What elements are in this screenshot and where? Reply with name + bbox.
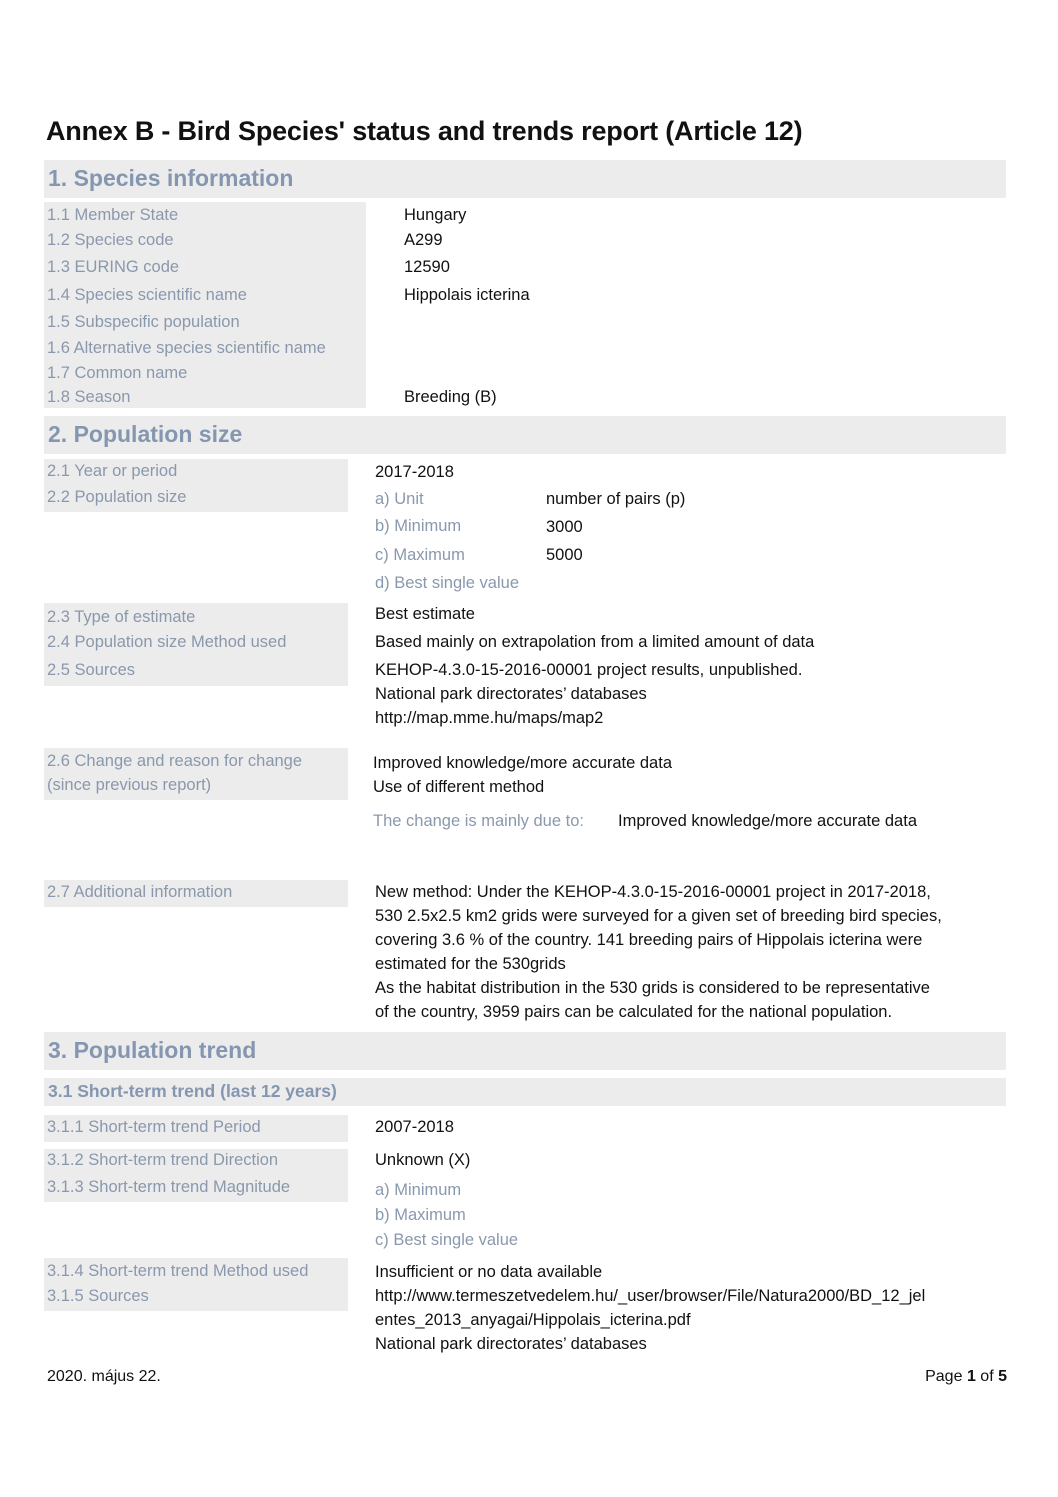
value-season: Breeding (B): [404, 388, 497, 406]
label-minimum: b) Minimum: [375, 517, 462, 535]
label-sources: 2.5 Sources: [47, 661, 136, 679]
value-source-link: http://map.mme.hu/maps/map2: [375, 709, 604, 727]
section-title: 3. Population trend: [48, 1037, 257, 1063]
value-trend-period: 2007-2018: [375, 1118, 454, 1136]
label-change-since: (since previous report): [47, 776, 212, 794]
label-maximum: c) Maximum: [375, 546, 465, 564]
label-scientific-name: 1.4 Species scientific name: [47, 286, 247, 304]
footer-page-number: [925, 1368, 1007, 1386]
section-header-population-size: [44, 416, 1006, 454]
label-additional-information: 2.7 Additional information: [47, 883, 233, 901]
label-trend-sources: 3.1.5 Sources: [47, 1287, 149, 1305]
section-header-population-trend: [44, 1032, 1006, 1070]
value-species-code: A299: [404, 231, 443, 249]
value-unit: number of pairs (p): [546, 490, 686, 508]
page-current: 1: [966, 1368, 976, 1385]
value-additional-line: of the country, 3959 pairs can be calculated for the national population.: [375, 1003, 893, 1021]
label-alternative-name: 1.6 Alternative species scientific name: [47, 339, 326, 357]
section-title: 1. Species information: [48, 165, 294, 191]
value-additional-line: covering 3.6 % of the country. 141 breeding pairs of Hippolais icterina were: [375, 931, 923, 949]
value-change-mainly-due-to: Improved knowledge/more accurate data: [618, 812, 917, 830]
label-magnitude-maximum: b) Maximum: [375, 1206, 466, 1224]
value-trend-source-link: http://www.termeszetvedelem.hu/_user/browser/File/Natura2000/BD_12_jel: [375, 1287, 926, 1305]
page-word: Page: [925, 1368, 963, 1385]
label-type-of-estimate: 2.3 Type of estimate: [47, 608, 196, 626]
label-unit: a) Unit: [375, 490, 424, 508]
value-source-line: KEHOP-4.3.0-15-2016-00001 project results, unpublished.: [375, 661, 803, 679]
label-magnitude-best: c) Best single value: [375, 1231, 519, 1249]
label-trend-magnitude: 3.1.3 Short-term trend Magnitude: [47, 1178, 291, 1196]
label-best-single-value: d) Best single value: [375, 574, 519, 592]
value-trend-source-line: National park directorates’ databases: [375, 1335, 647, 1353]
label-population-size: 2.2 Population size: [47, 488, 187, 506]
label-species-code: 1.2 Species code: [47, 231, 174, 249]
label-trend-method: 3.1.4 Short-term trend Method used: [47, 1262, 309, 1280]
value-type-of-estimate: Best estimate: [375, 605, 475, 623]
section-header-species-information: [44, 160, 1006, 198]
label-common-name: 1.7 Common name: [47, 364, 188, 382]
label-subspecific-population: 1.5 Subspecific population: [47, 313, 240, 331]
value-trend-method: Insufficient or no data available: [375, 1263, 603, 1281]
value-maximum: 5000: [546, 546, 583, 564]
value-source-line: National park directorates’ databases: [375, 685, 647, 703]
value-additional-line: estimated for the 530grids: [375, 955, 566, 973]
value-method-used: Based mainly on extrapolation from a limited amount of data: [375, 633, 815, 651]
label-magnitude-minimum: a) Minimum: [375, 1181, 462, 1199]
page-total: 5: [998, 1368, 1007, 1385]
label-change: 2.6 Change and reason for change: [47, 752, 303, 770]
subsection-header-short-term-trend: [44, 1078, 1006, 1106]
value-additional-line: As the habitat distribution in the 530 grids is considered to be representative: [375, 979, 930, 997]
subsection-title: 3.1 Short-term trend (last 12 years): [48, 1081, 337, 1101]
label-euring-code: 1.3 EURING code: [47, 258, 180, 276]
label-member-state: 1.1 Member State: [47, 206, 179, 224]
value-scientific-name: Hippolais icterina: [404, 286, 530, 304]
value-change-reason: Improved knowledge/more accurate data: [373, 754, 672, 772]
footer-date: 2020. május 22.: [47, 1368, 161, 1385]
value-minimum: 3000: [546, 518, 583, 536]
page-of: of: [980, 1368, 994, 1385]
value-additional-line: 530 2.5x2.5 km2 grids were surveyed for a given set of breeding bird species,: [375, 907, 942, 925]
value-year: 2017-2018: [375, 463, 454, 481]
label-year-or-period: 2.1 Year or period: [47, 462, 178, 480]
value-additional-line: New method: Under the KEHOP-4.3.0-15-2016-00001 project in 2017-2018,: [375, 883, 931, 901]
label-trend-period: 3.1.1 Short-term trend Period: [47, 1118, 261, 1136]
value-trend-source-link: entes_2013_anyagai/Hippolais_icterina.pdf: [375, 1311, 691, 1329]
label-method-used: 2.4 Population size Method used: [47, 633, 287, 651]
page-title: Annex B - Bird Species' status and trends report (Article 12): [46, 116, 803, 146]
value-trend-direction: Unknown (X): [375, 1151, 471, 1169]
label-change-mainly-due-to: The change is mainly due to:: [373, 812, 584, 830]
value-euring-code: 12590: [404, 258, 450, 276]
value-change-reason: Use of different method: [373, 778, 545, 796]
value-member-state: Hungary: [404, 206, 467, 224]
label-season: 1.8 Season: [47, 388, 131, 406]
label-trend-direction: 3.1.2 Short-term trend Direction: [47, 1151, 279, 1169]
section-title: 2. Population size: [48, 421, 243, 447]
